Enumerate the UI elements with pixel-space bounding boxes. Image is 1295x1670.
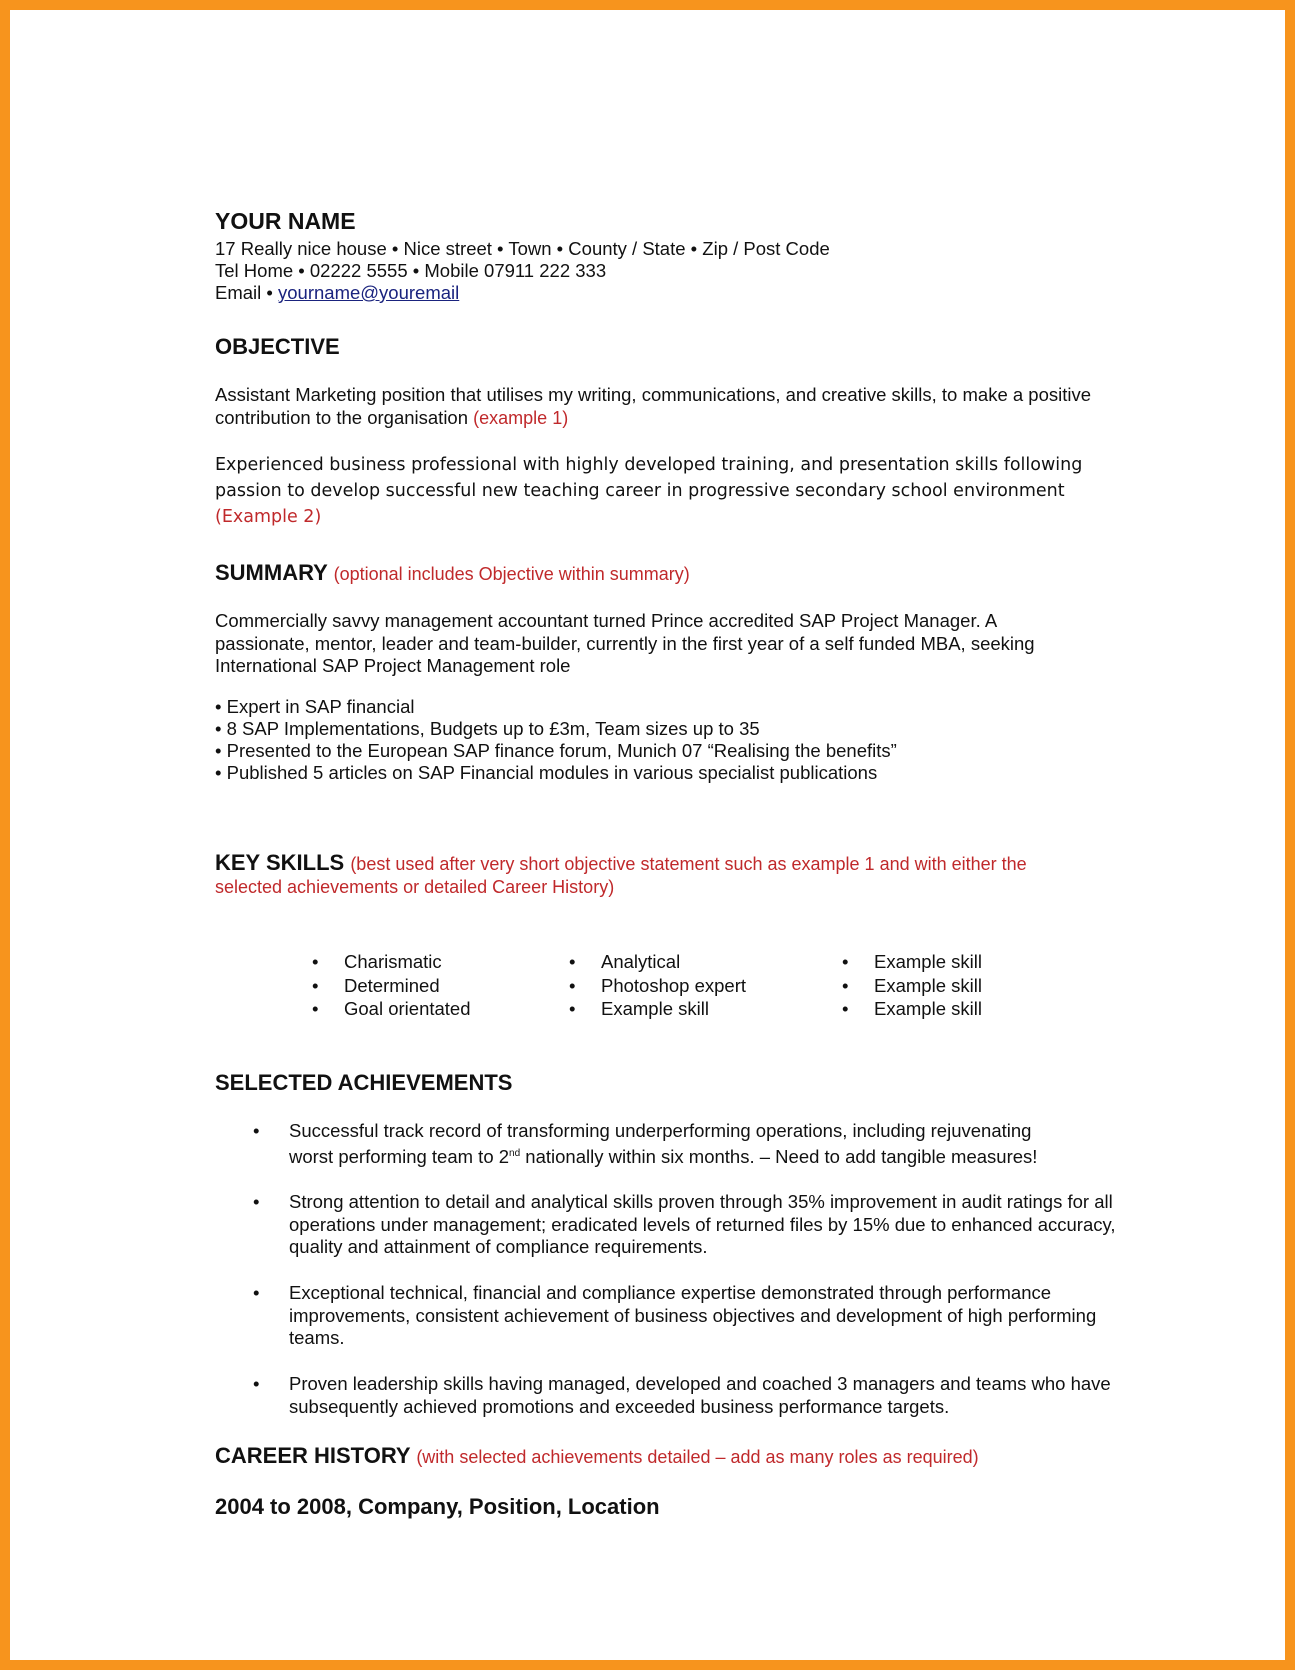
- resume-page: [10, 10, 1285, 1660]
- career-heading: CAREER HISTORY: [215, 1443, 411, 1468]
- bullet-icon: •: [312, 998, 319, 1019]
- bullet-icon: •: [253, 1373, 260, 1394]
- skills-column: [842, 950, 1082, 1021]
- career-note: (with selected achievements detailed – add as many roles as required): [416, 1447, 979, 1467]
- bullet-icon: •: [569, 951, 576, 972]
- skill-label: Charismatic: [344, 951, 442, 972]
- email-label: Email •: [215, 282, 279, 303]
- summary-bullet: • Presented to the European SAP finance forum, Munich 07 “Realising the benefits”: [215, 740, 897, 761]
- bullet-icon: •: [842, 998, 849, 1019]
- summary-heading: SUMMARY: [215, 560, 328, 585]
- bullet-icon: •: [842, 974, 849, 996]
- summary-paragraph: Commercially savvy management accountant turned Prince accredited SAP Project Manager. A passionate, mentor, leader and team-builder, currently in the first year of a self funded MBA, seeking International SAP Project Management role: [215, 610, 1035, 676]
- resume-name: YOUR NAME: [215, 208, 356, 234]
- achievement-text: Proven leadership skills having managed, developed and coached 3 managers and teams who have subsequently achieved promotions and exceeded business performance targets.: [289, 1373, 1111, 1417]
- objective-heading: OBJECTIVE: [215, 334, 340, 359]
- skill-item: [569, 997, 819, 1021]
- skills-column: [569, 950, 819, 1021]
- objective-example-1-note: (example 1): [473, 407, 569, 428]
- skills-column: [312, 950, 552, 1021]
- key-skills-heading: KEY SKILLS: [215, 850, 345, 875]
- skill-label: Analytical: [601, 951, 681, 972]
- email-link[interactable]: yourname@youremail: [278, 282, 460, 303]
- summary-heading-row: [215, 560, 690, 586]
- objective-example-2: [215, 452, 1095, 530]
- bullet-icon: •: [253, 1120, 260, 1141]
- achievement-text-part: worst performing team to 2: [289, 1145, 510, 1167]
- ordinal-suffix: nd: [509, 1147, 521, 1159]
- skill-label: Goal orientated: [344, 998, 471, 1019]
- bullet-icon: •: [842, 951, 849, 972]
- skill-label: Example skill: [874, 974, 982, 996]
- summary-bullet: • Published 5 articles on SAP Financial modules in various specialist publications: [215, 762, 878, 783]
- skill-label: Example skill: [874, 951, 982, 972]
- achievement-line: Successful track record of transforming underperforming operations, including rejuvenating: [289, 1120, 1032, 1141]
- email-line: [215, 282, 459, 304]
- objective-example-1-text: Assistant Marketing position that utilises my writing, communications, and creative skills, to make a positive contribution to the organisation: [215, 384, 1092, 428]
- bullet-icon: •: [253, 1282, 260, 1303]
- achievement-text: Strong attention to detail and analytical skills proven through 35% improvement in audit ratings for all operations under management; eradicated levels of returned files by 15% due to enhanced accuracy, quality and attainment of compliance requirements.: [289, 1191, 1116, 1257]
- summary-bullet: • 8 SAP Implementations, Budgets up to £3m, Team sizes up to 35: [215, 718, 760, 739]
- skill-label: Determined: [344, 974, 440, 996]
- skill-item: [842, 997, 1082, 1021]
- key-skills-heading-row: [215, 850, 1027, 876]
- skill-item: [312, 997, 552, 1021]
- summary-bullet: • Expert in SAP financial: [215, 696, 415, 717]
- bullet-icon: •: [569, 974, 576, 996]
- achievements-heading: SELECTED ACHIEVEMENTS: [215, 1070, 513, 1095]
- objective-example-2-note: (Example 2): [215, 507, 322, 527]
- career-role: 2004 to 2008, Company, Position, Location: [215, 1494, 660, 1519]
- skill-label: Example skill: [601, 998, 709, 1019]
- objective-example-2-text: Experienced business professional with highly developed training, and presentation skills following passion to develop successful new teaching career in progressive secondary school environment: [215, 455, 1083, 501]
- skill-item: [312, 950, 552, 974]
- skill-item: [842, 950, 1082, 974]
- achievement-text: Exceptional technical, financial and compliance expertise demonstrated through performance improvements, consistent achievement of business objectives and development of high performing teams.: [289, 1282, 1097, 1348]
- achievement-text-part: nationally within six months. – Need to add tangible measures!: [520, 1145, 1038, 1167]
- achievement-line: [289, 1143, 1119, 1169]
- summary-note: (optional includes Objective within summary): [333, 564, 690, 584]
- phone-line: Tel Home • 02222 5555 • Mobile 07911 222 333: [215, 260, 607, 281]
- achievement-text: [289, 1120, 1119, 1168]
- key-skills-note-line-2: selected achievements or detailed Career History): [215, 877, 615, 897]
- skill-label: Example skill: [874, 998, 982, 1019]
- objective-example-1: [215, 384, 1095, 429]
- key-skills-note-line-1: (best used after very short objective statement such as example 1 and with either the: [350, 854, 1027, 874]
- career-heading-row: [215, 1443, 979, 1469]
- bullet-icon: •: [569, 998, 576, 1019]
- address-line: 17 Really nice house • Nice street • Town • County / State • Zip / Post Code: [215, 238, 830, 259]
- skill-item: [569, 950, 819, 974]
- bullet-icon: •: [312, 951, 319, 972]
- bullet-icon: •: [312, 974, 319, 996]
- skill-item: [569, 974, 819, 998]
- bullet-icon: •: [253, 1191, 260, 1212]
- skill-label: Photoshop expert: [601, 974, 747, 996]
- skill-item: [312, 974, 552, 998]
- skill-item: [842, 974, 1082, 998]
